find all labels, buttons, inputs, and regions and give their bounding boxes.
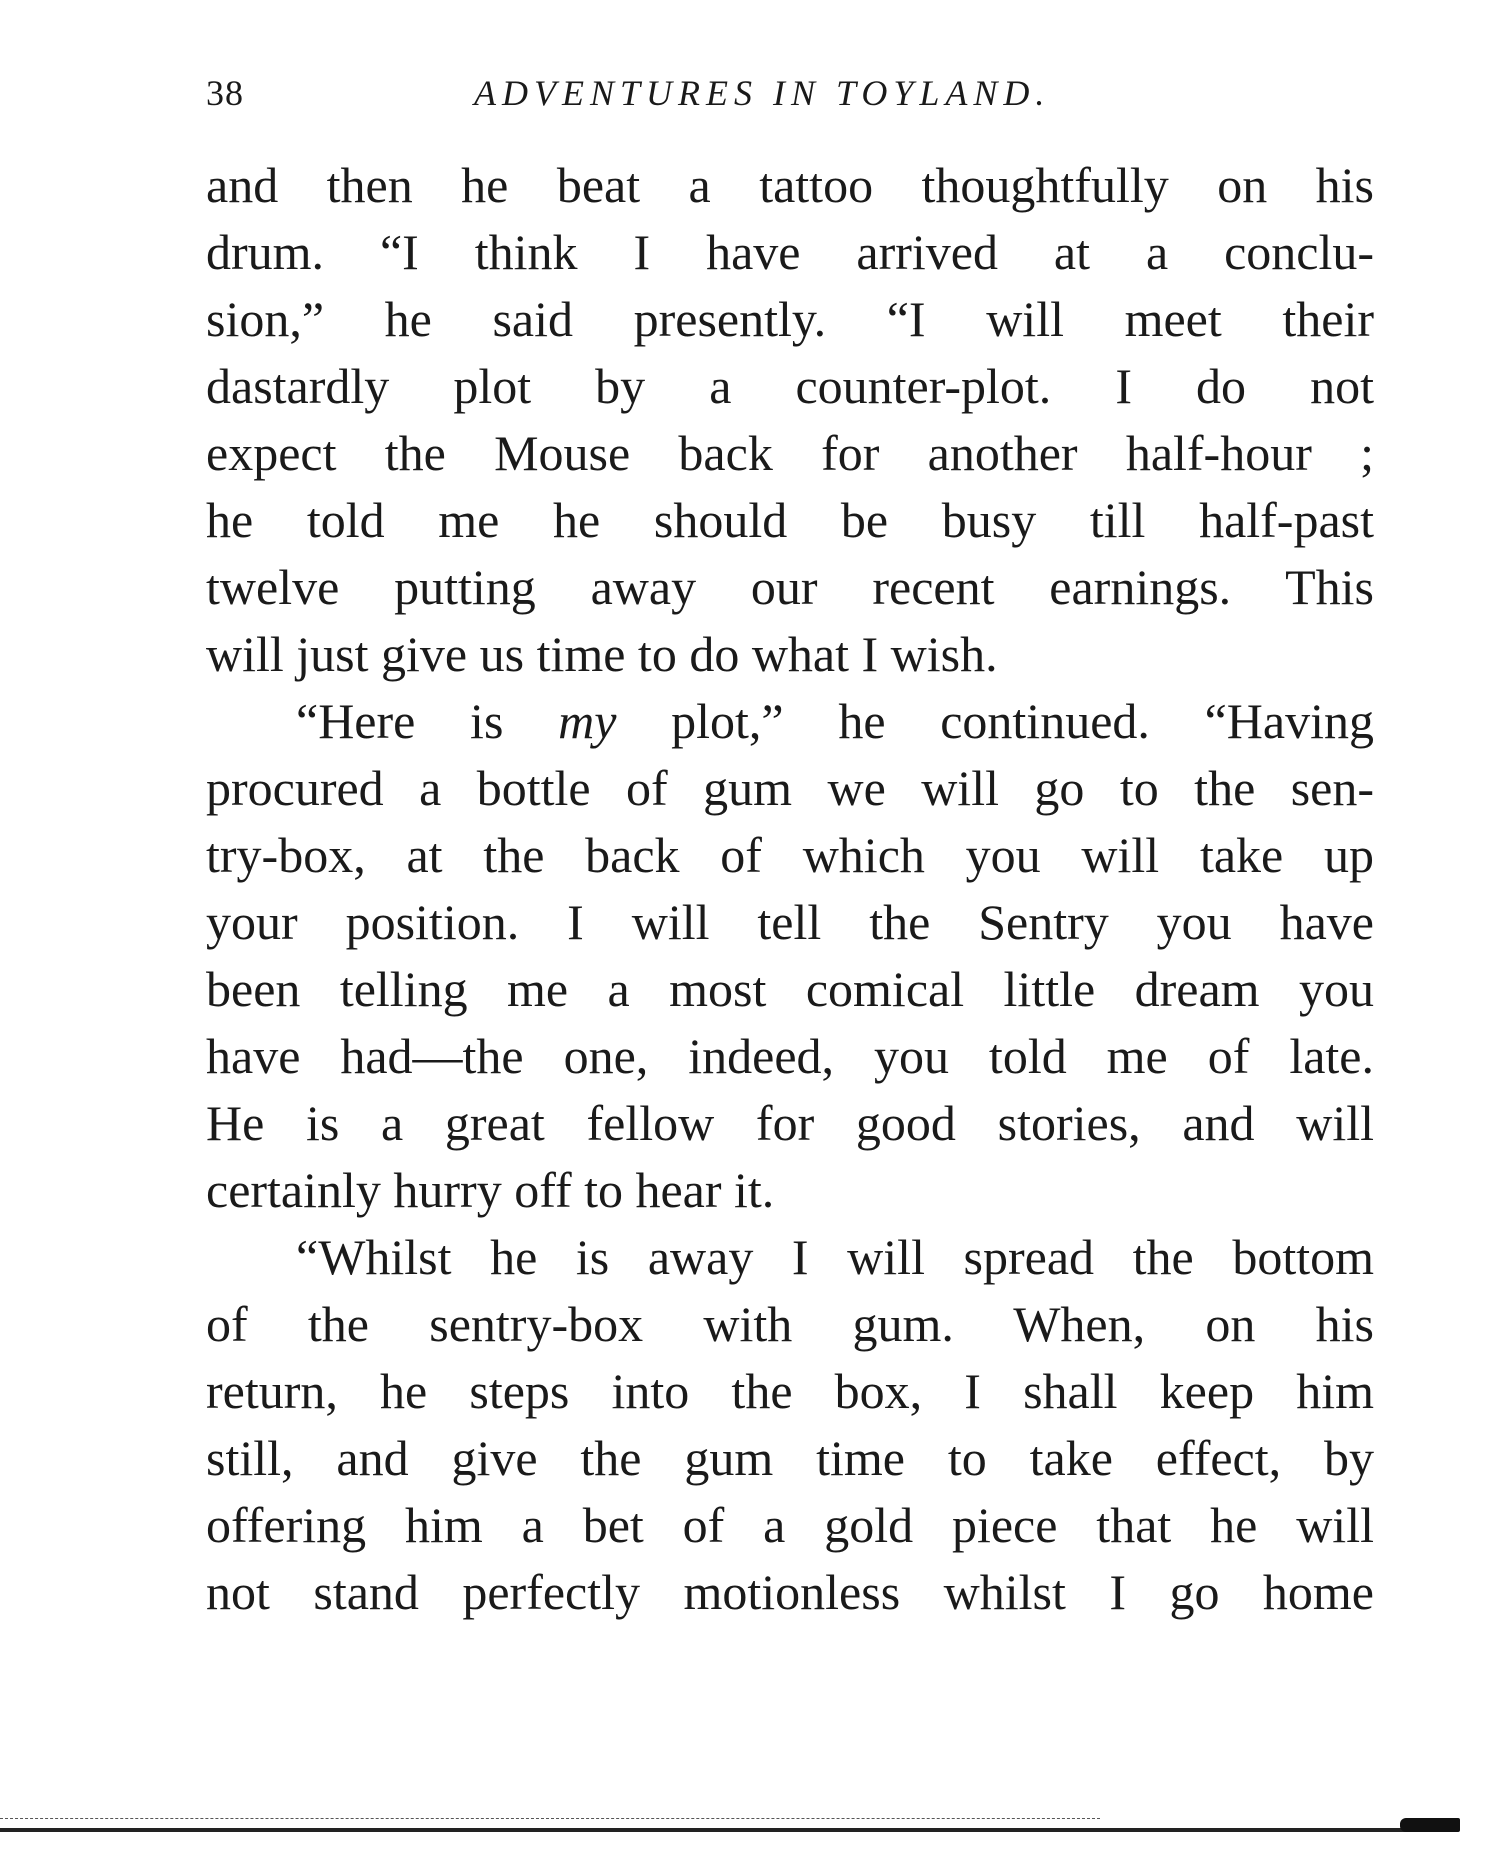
text-line: drum. “I think I have arrived at a conclu- (206, 224, 1374, 280)
running-head: ADVENTURES IN TOYLAND. (474, 73, 1051, 113)
emphasized-word: my (558, 693, 617, 749)
text-line: offering him a bet of a gold piece that he will (206, 1497, 1374, 1553)
text-line: expect the Mouse back for another half-hour ; (206, 425, 1374, 481)
text-line: return, he steps into the box, I shall keep him (206, 1363, 1374, 1419)
text-line: of the sentry-box with gum. When, on his (206, 1296, 1374, 1352)
text-line: “Whilst he is away I will spread the bottom (296, 1229, 1374, 1285)
text-line: procured a bottle of gum we will go to the sen- (206, 760, 1374, 816)
text-line: certainly hurry off to hear it. (206, 1162, 775, 1218)
text-line: will just give us time to do what I wish. (206, 626, 998, 682)
text-line: He is a great fellow for good stories, and will (206, 1095, 1374, 1151)
text-line: not stand perfectly motionless whilst I go home (206, 1564, 1374, 1620)
text-line: try-box, at the back of which you will take up (206, 827, 1374, 883)
scan-edge-rule (0, 1828, 1420, 1832)
text-line: have had—the one, indeed, you told me of late. (206, 1028, 1374, 1084)
text-line-emphasis: “Here is my plot,” he continued. “Having (296, 693, 1374, 749)
scan-edge-dashes (0, 1818, 1100, 1820)
text-line: dastardly plot by a counter-plot. I do not (206, 358, 1374, 414)
page-header (206, 66, 1374, 116)
text-line: sion,” he said presently. “I will meet their (206, 291, 1374, 347)
text-line: he told me he should be busy till half-past (206, 492, 1374, 548)
text-line: your position. I will tell the Sentry you have (206, 894, 1374, 950)
text-line: been telling me a most comical little dream you (206, 961, 1374, 1017)
text-line: and then he beat a tattoo thoughtfully on his (206, 157, 1374, 213)
page-number: 38 (206, 73, 244, 113)
scan-edge-mark (1400, 1818, 1460, 1832)
text-line: twelve putting away our recent earnings. This (206, 559, 1374, 615)
text-line: still, and give the gum time to take effect, by (206, 1430, 1374, 1486)
body-text (206, 152, 1374, 1626)
